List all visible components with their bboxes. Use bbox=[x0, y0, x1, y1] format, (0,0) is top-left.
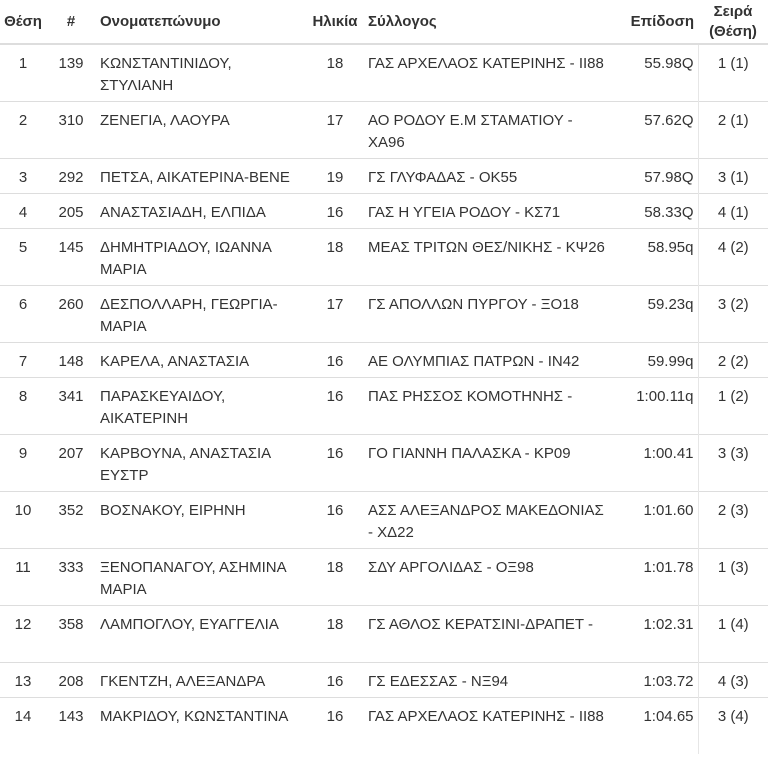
cell-result: 57.62Q bbox=[614, 102, 698, 159]
cell-age: 16 bbox=[306, 378, 364, 435]
cell-athlete-name: ΠΑΡΑΣΚΕΥΑΙΔΟΥ, ΑΙΚΑΤΕΡΙΝΗ bbox=[96, 378, 306, 435]
cell-heat-position: 3 (1) bbox=[698, 159, 768, 194]
cell-age: 16 bbox=[306, 194, 364, 229]
header-age[interactable]: Ηλικία bbox=[306, 0, 364, 44]
header-result[interactable]: Επίδοση bbox=[614, 0, 698, 44]
header-position[interactable]: Θέση bbox=[0, 0, 46, 44]
cell-age: 17 bbox=[306, 102, 364, 159]
cell-result: 1:01.60 bbox=[614, 492, 698, 549]
table-row bbox=[0, 698, 768, 755]
cell-heat-position: 2 (2) bbox=[698, 343, 768, 378]
cell-athlete-name: ΖΕΝΕΓΙΑ, ΛΑΟΥΡΑ bbox=[96, 102, 306, 159]
cell-bib-number: 341 bbox=[46, 378, 96, 435]
cell-bib-number: 292 bbox=[46, 159, 96, 194]
table-row bbox=[0, 378, 768, 435]
cell-position: 3 bbox=[0, 159, 46, 194]
cell-heat-position: 1 (2) bbox=[698, 378, 768, 435]
cell-heat-position: 2 (3) bbox=[698, 492, 768, 549]
cell-position: 13 bbox=[0, 663, 46, 698]
cell-position: 7 bbox=[0, 343, 46, 378]
table-row bbox=[0, 663, 768, 698]
cell-club: ΑΣΣ ΑΛΕΞΑΝΔΡΟΣ ΜΑΚΕΔΟΝΙΑΣ - ΧΔ22 bbox=[364, 492, 614, 549]
results-table-header bbox=[0, 0, 768, 44]
cell-athlete-name: ΑΝΑΣΤΑΣΙΑΔΗ, ΕΛΠΙΔΑ bbox=[96, 194, 306, 229]
cell-athlete-name: ΜΑΚΡΙΔΟΥ, ΚΩΝΣΤΑΝΤΙΝΑ bbox=[96, 698, 306, 755]
cell-position: 14 bbox=[0, 698, 46, 755]
cell-result: 1:01.78 bbox=[614, 549, 698, 606]
table-row bbox=[0, 492, 768, 549]
cell-result: 59.99q bbox=[614, 343, 698, 378]
cell-athlete-name: ΔΗΜΗΤΡΙΑΔΟΥ, ΙΩΑΝΝΑ ΜΑΡΙΑ bbox=[96, 229, 306, 286]
cell-athlete-name: ΠΕΤΣΑ, ΑΙΚΑΤΕΡΙΝΑ-ΒΕΝΕ bbox=[96, 159, 306, 194]
header-bib-number[interactable]: # bbox=[46, 0, 96, 44]
cell-position: 8 bbox=[0, 378, 46, 435]
cell-athlete-name: ΞΕΝΟΠΑΝΑΓΟΥ, ΑΣΗΜΙΝΑ ΜΑΡΙΑ bbox=[96, 549, 306, 606]
table-row bbox=[0, 102, 768, 159]
cell-bib-number: 207 bbox=[46, 435, 96, 492]
header-heat-line2: (Θέση) bbox=[709, 22, 757, 40]
cell-club: ΓΣ ΓΛΥΦΑΔΑΣ - ΟΚ55 bbox=[364, 159, 614, 194]
cell-result: 55.98Q bbox=[614, 44, 698, 102]
cell-heat-position: 4 (1) bbox=[698, 194, 768, 229]
table-row bbox=[0, 549, 768, 606]
cell-position: 11 bbox=[0, 549, 46, 606]
cell-result: 57.98Q bbox=[614, 159, 698, 194]
cell-club: ΑΕ ΟΛΥΜΠΙΑΣ ΠΑΤΡΩΝ - ΙΝ42 bbox=[364, 343, 614, 378]
cell-bib-number: 260 bbox=[46, 286, 96, 343]
cell-age: 18 bbox=[306, 229, 364, 286]
cell-result: 1:00.11q bbox=[614, 378, 698, 435]
cell-age: 17 bbox=[306, 286, 364, 343]
header-heat[interactable] bbox=[698, 0, 768, 44]
cell-result: 1:04.65 bbox=[614, 698, 698, 755]
cell-position: 10 bbox=[0, 492, 46, 549]
cell-bib-number: 143 bbox=[46, 698, 96, 755]
cell-club: ΓΣ ΕΔΕΣΣΑΣ - ΝΞ94 bbox=[364, 663, 614, 698]
cell-age: 16 bbox=[306, 492, 364, 549]
header-club[interactable]: Σύλλογος bbox=[364, 0, 614, 44]
cell-club: ΓΑΣ ΑΡΧΕΛΑΟΣ ΚΑΤΕΡΙΝΗΣ - ΙΙ88 bbox=[364, 44, 614, 102]
cell-heat-position: 3 (2) bbox=[698, 286, 768, 343]
cell-heat-position: 3 (3) bbox=[698, 435, 768, 492]
cell-athlete-name: ΛΑΜΠΟΓΛΟΥ, ΕΥΑΓΓΕΛΙΑ bbox=[96, 606, 306, 663]
cell-heat-position: 1 (3) bbox=[698, 549, 768, 606]
cell-position: 6 bbox=[0, 286, 46, 343]
cell-bib-number: 358 bbox=[46, 606, 96, 663]
cell-position: 9 bbox=[0, 435, 46, 492]
cell-bib-number: 333 bbox=[46, 549, 96, 606]
table-row bbox=[0, 286, 768, 343]
table-row bbox=[0, 44, 768, 102]
cell-bib-number: 139 bbox=[46, 44, 96, 102]
cell-athlete-name: ΚΑΡΕΛΑ, ΑΝΑΣΤΑΣΙΑ bbox=[96, 343, 306, 378]
cell-position: 4 bbox=[0, 194, 46, 229]
table-row bbox=[0, 606, 768, 663]
cell-age: 18 bbox=[306, 44, 364, 102]
cell-club: ΓΑΣ Η ΥΓΕΙΑ ΡΟΔΟΥ - ΚΣ71 bbox=[364, 194, 614, 229]
cell-age: 16 bbox=[306, 698, 364, 755]
results-table-body bbox=[0, 44, 768, 754]
cell-athlete-name: ΒΟΣΝΑΚΟΥ, ΕΙΡΗΝΗ bbox=[96, 492, 306, 549]
cell-club: ΓΑΣ ΑΡΧΕΛΑΟΣ ΚΑΤΕΡΙΝΗΣ - ΙΙ88 bbox=[364, 698, 614, 755]
cell-club: ΓΣ ΑΠΟΛΛΩΝ ΠΥΡΓΟΥ - ΞΟ18 bbox=[364, 286, 614, 343]
cell-position: 12 bbox=[0, 606, 46, 663]
cell-age: 16 bbox=[306, 435, 364, 492]
cell-age: 16 bbox=[306, 663, 364, 698]
cell-position: 2 bbox=[0, 102, 46, 159]
cell-heat-position: 2 (1) bbox=[698, 102, 768, 159]
cell-age: 18 bbox=[306, 549, 364, 606]
cell-athlete-name: ΚΑΡΒΟΥΝΑ, ΑΝΑΣΤΑΣΙΑ ΕΥΣΤΡ bbox=[96, 435, 306, 492]
cell-club: ΣΔΥ ΑΡΓΟΛΙΔΑΣ - ΟΞ98 bbox=[364, 549, 614, 606]
cell-athlete-name: ΔΕΣΠΟΛΛΑΡΗ, ΓΕΩΡΓΙΑ-ΜΑΡΙΑ bbox=[96, 286, 306, 343]
cell-heat-position: 1 (1) bbox=[698, 44, 768, 102]
cell-bib-number: 208 bbox=[46, 663, 96, 698]
cell-age: 18 bbox=[306, 606, 364, 663]
cell-club: ΠΑΣ ΡΗΣΣΟΣ ΚΟΜΟΤΗΝΗΣ - bbox=[364, 378, 614, 435]
cell-bib-number: 352 bbox=[46, 492, 96, 549]
header-name[interactable]: Ονοματεπώνυμο bbox=[96, 0, 306, 44]
header-heat-line1: Σειρά bbox=[713, 2, 753, 20]
cell-heat-position: 1 (4) bbox=[698, 606, 768, 663]
cell-club: ΑΟ ΡΟΔΟΥ Ε.Μ ΣΤΑΜΑΤΙΟΥ - ΧΑ96 bbox=[364, 102, 614, 159]
cell-position: 5 bbox=[0, 229, 46, 286]
table-row bbox=[0, 159, 768, 194]
cell-position: 1 bbox=[0, 44, 46, 102]
cell-age: 19 bbox=[306, 159, 364, 194]
cell-bib-number: 310 bbox=[46, 102, 96, 159]
cell-club: ΓΟ ΓΙΑΝΝΗ ΠΑΛΑΣΚΑ - ΚΡ09 bbox=[364, 435, 614, 492]
cell-result: 59.23q bbox=[614, 286, 698, 343]
cell-bib-number: 148 bbox=[46, 343, 96, 378]
cell-athlete-name: ΓΚΕΝΤΖΗ, ΑΛΕΞΑΝΔΡΑ bbox=[96, 663, 306, 698]
cell-heat-position: 4 (3) bbox=[698, 663, 768, 698]
cell-result: 58.33Q bbox=[614, 194, 698, 229]
cell-age: 16 bbox=[306, 343, 364, 378]
table-row bbox=[0, 194, 768, 229]
cell-bib-number: 145 bbox=[46, 229, 96, 286]
table-row bbox=[0, 229, 768, 286]
cell-club: ΓΣ ΑΘΛΟΣ ΚΕΡΑΤΣΙΝΙ-ΔΡΑΠΕΤ - bbox=[364, 606, 614, 663]
table-row bbox=[0, 435, 768, 492]
cell-heat-position: 4 (2) bbox=[698, 229, 768, 286]
cell-club: ΜΕΑΣ ΤΡΙΤΩΝ ΘΕΣ/ΝΙΚΗΣ - ΚΨ26 bbox=[364, 229, 614, 286]
cell-result: 1:00.41 bbox=[614, 435, 698, 492]
cell-athlete-name: ΚΩΝΣΤΑΝΤΙΝΙΔΟΥ, ΣΤΥΛΙΑΝΗ bbox=[96, 44, 306, 102]
cell-result: 58.95q bbox=[614, 229, 698, 286]
table-row bbox=[0, 343, 768, 378]
cell-bib-number: 205 bbox=[46, 194, 96, 229]
cell-result: 1:03.72 bbox=[614, 663, 698, 698]
cell-heat-position: 3 (4) bbox=[698, 698, 768, 755]
cell-result: 1:02.31 bbox=[614, 606, 698, 663]
